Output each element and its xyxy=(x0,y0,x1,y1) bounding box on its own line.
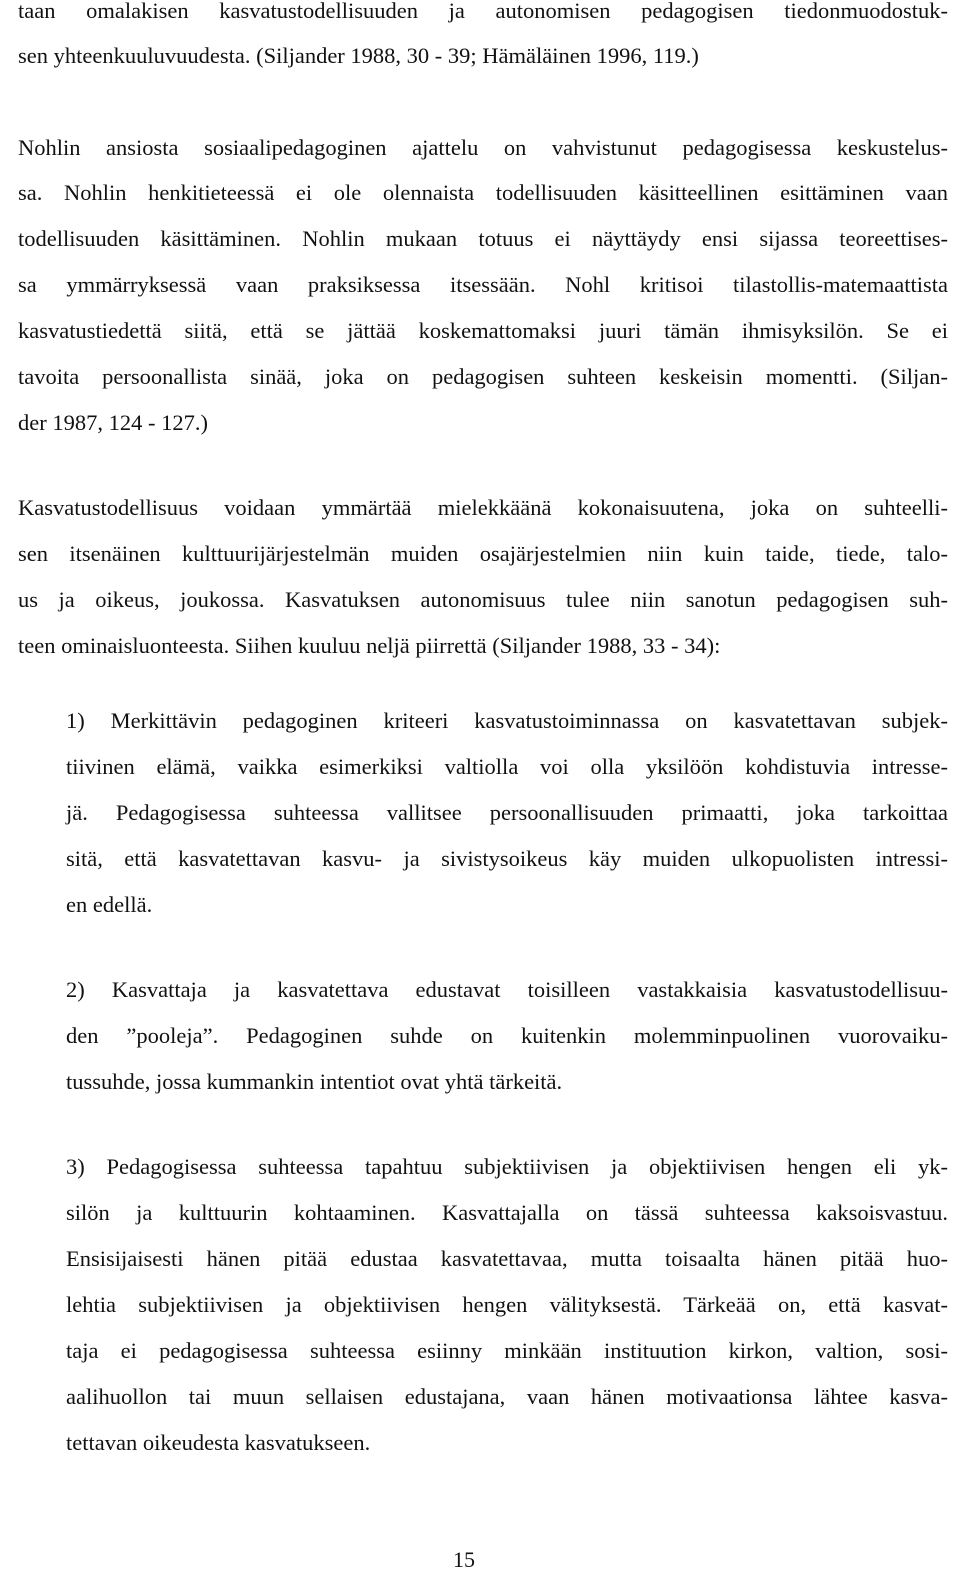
text-line: Nohlin ansiosta sosiaalipedagoginen ajattelu on vahvistunut pedagogisessa keskustelus- xyxy=(18,135,948,160)
text-line: silön ja kulttuurin kohtaaminen. Kasvattajalla on tässä suhteessa kaksoisvastuu. xyxy=(66,1200,948,1225)
text-line: sa. Nohlin henkitieteessä ei ole olennaista todellisuuden käsitteellinen esittäminen vaan xyxy=(18,180,948,205)
text-line: taan omalakisen kasvatustodellisuuden ja autonomisen pedagogisen tiedonmuodostuk- xyxy=(18,0,948,23)
text-line: todellisuuden käsittäminen. Nohlin mukaan totuus ei näyttäydy ensi sijassa teoreettises- xyxy=(18,226,948,251)
text-line: en edellä. xyxy=(66,892,153,917)
page-number: 15 xyxy=(453,1547,475,1572)
text-line: 2) Kasvattaja ja kasvatettava edustavat toisilleen vastakkaisia kasvatustodellisuu- xyxy=(66,977,948,1002)
text-line: sen itsenäinen kulttuurijärjestelmän muiden osajärjestelmien niin kuin taide, tiede, talo- xyxy=(18,541,948,566)
text-line: teen ominaisluonteesta. Siihen kuuluu neljä piirrettä (Siljander 1988, 33 - 34): xyxy=(18,633,721,658)
text-line: taja ei pedagogisessa suhteessa esiinny minkään instituution kirkon, valtion, sosi- xyxy=(66,1338,948,1363)
text-line: sen yhteenkuuluvuudesta. (Siljander 1988, 30 - 39; Hämäläinen 1996, 119.) xyxy=(18,43,699,68)
text-line: tussuhde, jossa kummankin intentiot ovat yhtä tärkeitä. xyxy=(66,1069,563,1094)
text-line: Ensisijaisesti hänen pitää edustaa kasvatettavaa, mutta toisaalta hänen pitää huo- xyxy=(66,1246,948,1271)
text-line: 3) Pedagogisessa suhteessa tapahtuu subjektiivisen ja objektiivisen hengen eli yk- xyxy=(66,1154,948,1179)
text-line: jä. Pedagogisessa suhteessa vallitsee persoonallisuuden primaatti, joka tarkoittaa xyxy=(66,800,948,825)
text-line: tiivinen elämä, vaikka esimerkiksi valtiolla voi olla yksilöön kohdistuvia intresse- xyxy=(66,754,948,779)
text-line: Kasvatustodellisuus voidaan ymmärtää mielekkäänä kokonaisuutena, joka on suhteelli- xyxy=(18,495,948,520)
text-line: aalihuollon tai muun sellaisen edustajana, vaan hänen motivaationsa lähtee kasva- xyxy=(66,1384,948,1409)
text-line: 1) Merkittävin pedagoginen kriteeri kasvatustoiminnassa on kasvatettavan subjek- xyxy=(66,708,948,733)
text-line: us ja oikeus, joukossa. Kasvatuksen autonomisuus tulee niin sanotun pedagogisen suh- xyxy=(18,587,948,612)
text-line: kasvatustiedettä siitä, että se jättää koskemattomaksi juuri tämän ihmisyksilön. Se ei xyxy=(18,318,948,343)
text-line: sitä, että kasvatettavan kasvu- ja sivistysoikeus käy muiden ulkopuolisten intressi- xyxy=(66,846,948,871)
text-line: tettavan oikeudesta kasvatukseen. xyxy=(66,1430,371,1455)
text-line: tavoita persoonallista sinää, joka on pedagogisen suhteen keskeisin momentti. (Siljan- xyxy=(18,364,948,389)
text-line: lehtia subjektiivisen ja objektiivisen hengen välityksestä. Tärkeää on, että kasvat- xyxy=(66,1292,948,1317)
text-line: sa ymmärryksessä vaan praksiksessa itsessään. Nohl kritisoi tilastollis-matemaattista xyxy=(18,272,948,297)
text-line: der 1987, 124 - 127.) xyxy=(18,410,208,435)
text-line: den ”pooleja”. Pedagoginen suhde on kuitenkin molemminpuolinen vuorovaiku- xyxy=(66,1023,948,1048)
